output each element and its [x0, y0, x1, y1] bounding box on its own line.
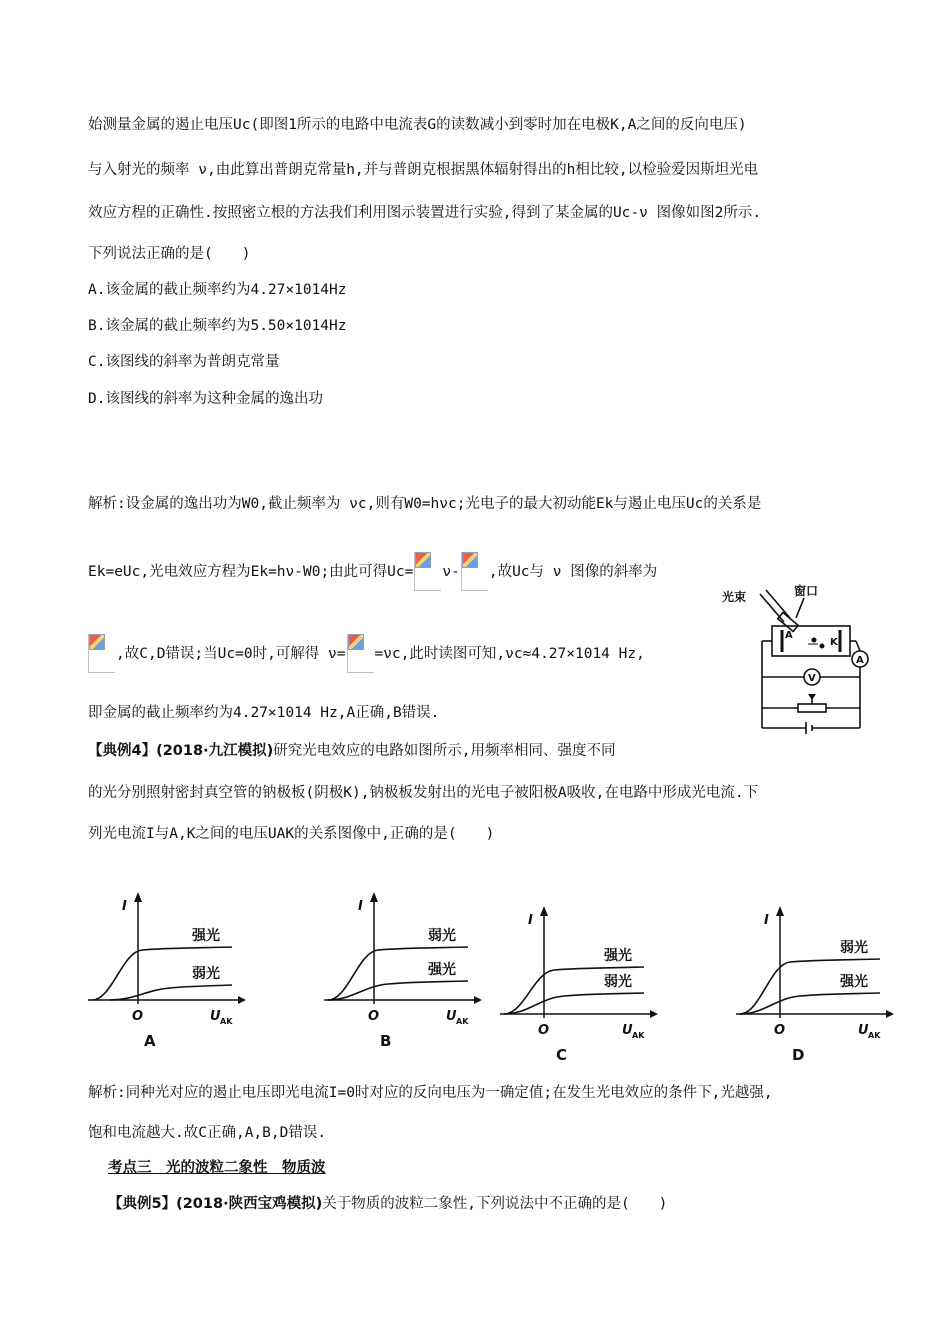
x-axis-subscript: AK — [456, 1017, 469, 1026]
graph-c — [500, 906, 658, 1060]
origin-label: O — [774, 1023, 786, 1038]
question-line: 始测量金属的遏止电压Uc(即图1所示的电路中电流表G的读数减小到零时加在电极K,A之间的反向电压) — [88, 117, 747, 133]
analysis-line: 解析:设金属的逸出功为W0,截止频率为 νc,则有W0=hνc;光电子的最大初动能Ek与遏止电压Uc的关系是 — [88, 496, 762, 512]
x-axis-subscript: AK — [220, 1017, 233, 1026]
graph-option-label: A — [144, 1032, 156, 1050]
graph-d — [736, 906, 894, 1060]
y-axis-arrow — [776, 906, 784, 916]
x-axis-label: U — [446, 1009, 457, 1024]
formula-image-icon — [88, 634, 115, 673]
y-axis-arrow — [540, 906, 548, 916]
analysis-text: Ek=eUc,光电效应方程为Ek=hν-W0;由此可得Uc= — [88, 564, 414, 580]
analysis-text: ν- — [442, 564, 460, 580]
example-text: 关于物质的波粒二象性,下列说法中不正确的是( ) — [322, 1196, 668, 1212]
graph-a — [88, 892, 246, 1050]
voltmeter-label: V — [808, 673, 816, 684]
formula-image-icon — [414, 552, 441, 591]
photoelectric-circuit-diagram — [722, 582, 882, 742]
x-axis-label: U — [858, 1023, 869, 1038]
lower-curve-label: 强光 — [428, 962, 456, 978]
x-axis-label: U — [622, 1023, 633, 1038]
example4-line: 的光分别照射密封真空管的钠极板(阴极K),钠极板发射出的光电子被阳极A吸收,在电路中形成光电流.下 — [88, 785, 759, 801]
option-d: D.该图线的斜率为这种金属的逸出功 — [88, 391, 323, 407]
ammeter-label: A — [856, 655, 864, 666]
example-source: (2018·九江模拟) — [156, 743, 274, 759]
iv-graphs — [0, 890, 950, 1060]
formula-image-icon — [347, 634, 374, 673]
question-line: 与入射光的频率 ν,由此算出普朗克常量h,并与普朗克根据黑体辐射得出的h相比较,以检验爱因斯坦光电 — [88, 162, 759, 178]
analysis-text: ,故Uc与 ν 图像的斜率为 — [488, 564, 658, 580]
x-axis-arrow — [474, 996, 482, 1004]
y-axis-arrow — [134, 892, 142, 902]
graph-option-label: C — [556, 1046, 568, 1060]
example5-heading — [108, 1194, 667, 1214]
option-b: B.该金属的截止频率约为5.50×1014Hz — [88, 318, 347, 334]
upper-curve-label: 弱光 — [840, 940, 868, 956]
formula-image-icon — [461, 552, 488, 591]
question-line: 效应方程的正确性.按照密立根的方法我们利用图示装置进行实验,得到了某金属的Uc-ν 图像如图2所示. — [88, 205, 762, 221]
x-axis-label: U — [210, 1009, 221, 1024]
analysis4-line: 饱和电流越大.故C正确,A,B,D错误. — [88, 1125, 327, 1141]
example-tag: 【典例5】 — [108, 1196, 177, 1212]
lower-curve-label: 弱光 — [604, 974, 632, 990]
graph-b — [324, 892, 482, 1050]
graph-option-label: D — [792, 1046, 805, 1060]
example-source: (2018·陕西宝鸡模拟) — [176, 1196, 323, 1212]
example4-heading — [88, 741, 615, 761]
lower-curve — [328, 981, 468, 1000]
beam-label: 光束 — [722, 590, 747, 604]
example4-line: 列光电流I与A,K之间的电压UAK的关系图像中,正确的是( ) — [88, 826, 495, 842]
question-stem: 下列说法正确的是( ) — [88, 246, 251, 262]
analysis-text: ,故C,D错误;当Uc=0时,可解得 ν= — [116, 646, 346, 662]
graph-option-label: B — [380, 1032, 392, 1050]
lower-curve-label: 强光 — [840, 974, 868, 990]
y-axis-label: I — [764, 913, 769, 928]
option-c: C.该图线的斜率为普朗克常量 — [88, 354, 280, 370]
x-axis-subscript: AK — [632, 1031, 645, 1040]
analysis4-line: 解析:同种光对应的遏止电压即光电流I=0时对应的反向电压为一确定值;在发生光电效应的条件下,光越强, — [88, 1085, 773, 1101]
x-axis-arrow — [238, 996, 246, 1004]
x-axis-arrow — [886, 1010, 894, 1018]
upper-curve-label: 强光 — [192, 928, 220, 944]
y-axis-label: I — [358, 899, 363, 914]
origin-label: O — [132, 1009, 144, 1024]
lower-curve — [110, 985, 232, 1000]
analysis-line: 即金属的截止频率约为4.27×1014 Hz,A正确,B错误. — [88, 705, 440, 721]
upper-curve-label: 弱光 — [428, 928, 456, 944]
origin-label: O — [368, 1009, 380, 1024]
section-title: 考点三 光的波粒二象性 物质波 — [108, 1160, 326, 1176]
option-a: A.该金属的截止频率约为4.27×1014Hz — [88, 282, 347, 298]
anode-label: A — [785, 630, 793, 641]
upper-curve-label: 强光 — [604, 948, 632, 964]
analysis-formula-line — [88, 552, 657, 591]
example-text: 研究光电效应的电路如图所示,用频率相同、强度不同 — [273, 743, 616, 759]
window-label: 窗口 — [794, 584, 819, 598]
lower-curve — [504, 993, 644, 1014]
x-axis-subscript: AK — [868, 1031, 881, 1040]
y-axis-label: I — [122, 899, 127, 914]
example-tag: 【典例4】 — [88, 743, 157, 759]
y-axis-arrow — [370, 892, 378, 902]
cathode-label: K — [830, 637, 838, 648]
y-axis-label: I — [528, 913, 533, 928]
x-axis-arrow — [650, 1010, 658, 1018]
origin-label: O — [538, 1023, 550, 1038]
analysis-text: =νc,此时读图可知,νc≈4.27×1014 Hz, — [374, 646, 645, 662]
lower-curve-label: 弱光 — [192, 966, 220, 982]
analysis-formula-line — [88, 634, 645, 673]
